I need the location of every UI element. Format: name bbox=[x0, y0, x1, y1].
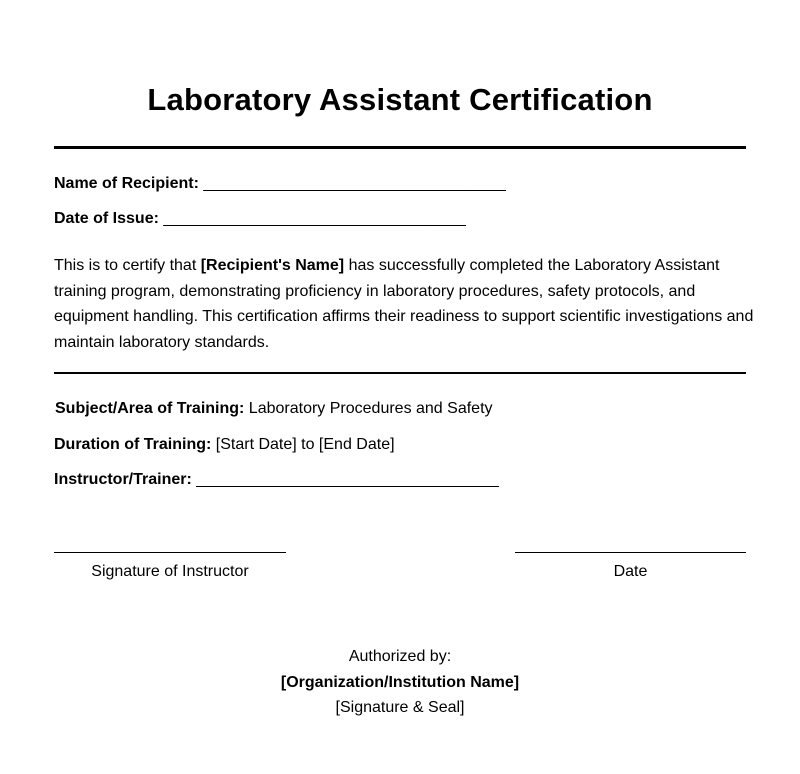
training-duration-label: Duration of Training: bbox=[54, 436, 212, 453]
instructor-signature-line bbox=[54, 552, 286, 553]
training-duration-field bbox=[54, 435, 395, 455]
instructor-signature-caption: Signature of Instructor bbox=[91, 563, 249, 580]
issue-date-label: Date of Issue: bbox=[54, 210, 159, 227]
page-title: Laboratory Assistant Certification bbox=[147, 82, 653, 117]
instructor-label: Instructor/Trainer: bbox=[54, 471, 192, 488]
date-signature-caption: Date bbox=[613, 563, 648, 580]
instructor-field bbox=[54, 470, 499, 490]
training-subject-label: Subject/Area of Training: bbox=[55, 400, 245, 417]
training-duration-value: [Start Date] to [End Date] bbox=[211, 436, 395, 453]
statement-suffix: has successfully completed the Laboratory Assistant training program, demonstrating proficiency in laboratory procedures, safety protocols, and equipment handling. This certification affirms their readiness to support scientific investigations and maintain laboratory standards. bbox=[54, 257, 754, 351]
recipient-name-label: Name of Recipient: bbox=[54, 175, 199, 192]
issue-date-field bbox=[54, 209, 466, 229]
section-divider bbox=[54, 372, 746, 374]
statement-prefix: This is to certify that bbox=[54, 257, 201, 274]
organization-name: [Organization/Institution Name] bbox=[280, 674, 520, 691]
instructor-blank: __________________________________ bbox=[191, 471, 499, 488]
issue-date-blank: __________________________________ bbox=[163, 210, 466, 227]
date-signature-line bbox=[515, 552, 746, 553]
training-subject-value: Laboratory Procedures and Safety bbox=[244, 400, 493, 417]
certification-statement bbox=[54, 253, 754, 355]
title-divider bbox=[54, 146, 746, 149]
recipient-name-blank: __________________________________ bbox=[203, 175, 506, 192]
statement-recipient-placeholder: [Recipient's Name] bbox=[200, 257, 345, 274]
authorized-by-label: Authorized by: bbox=[348, 648, 452, 665]
signature-seal-placeholder: [Signature & Seal] bbox=[335, 699, 465, 716]
recipient-name-field bbox=[54, 174, 506, 194]
training-subject-field bbox=[55, 399, 493, 419]
